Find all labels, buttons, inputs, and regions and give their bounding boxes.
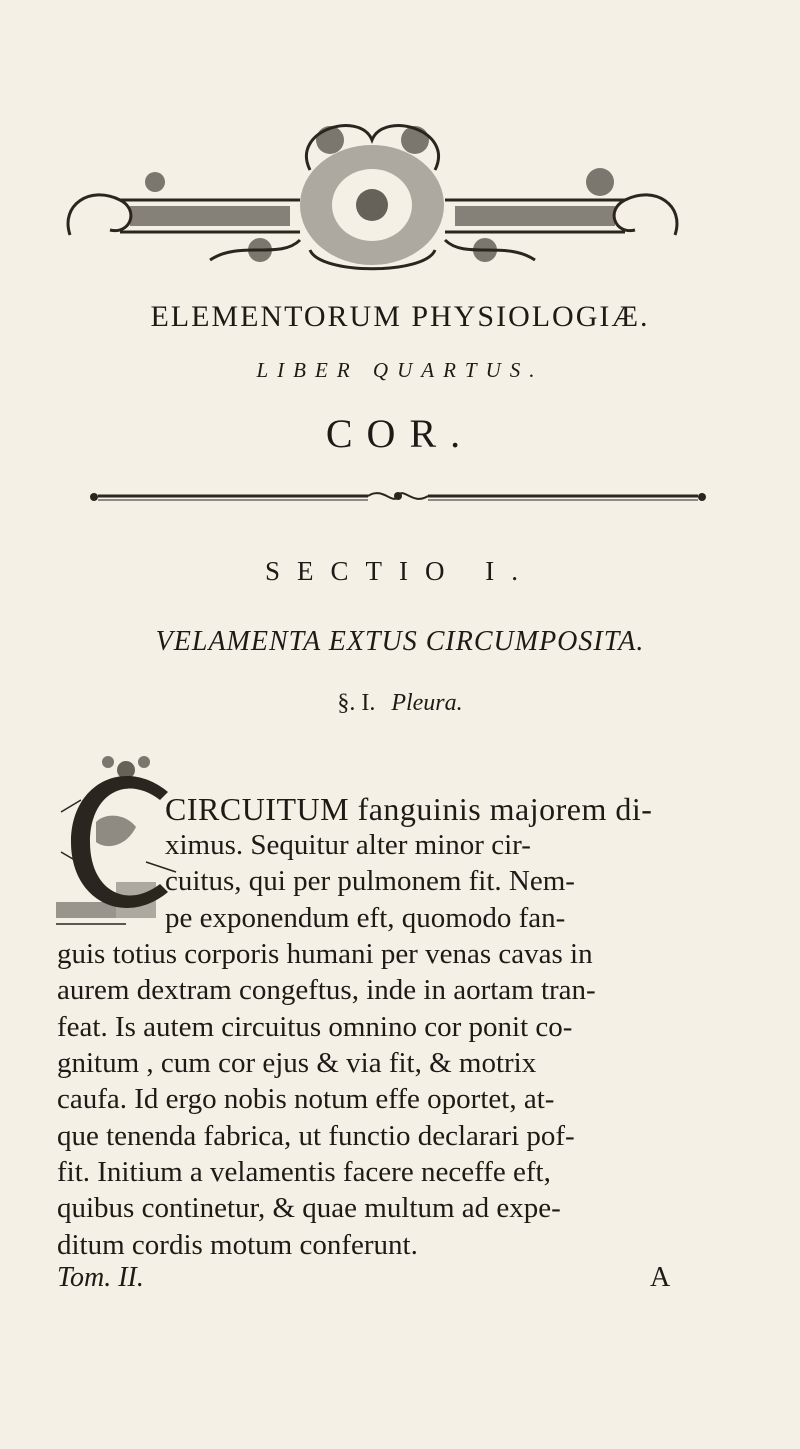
section-title: VELAMENTA EXTUS CIRCUMPOSITA. <box>155 626 645 657</box>
body-line: aurem dextram congeftus, inde in aortam tran- <box>57 974 596 1006</box>
body-line: ximus. Sequitur alter minor cir- <box>165 829 531 861</box>
liber-heading: LIBER QUARTUS. <box>256 358 544 382</box>
signature-mark: A <box>650 1262 671 1293</box>
body-line: ditum cordis motum conferunt. <box>57 1229 418 1261</box>
body-line: CIRCUITUM fanguinis majorem di- <box>165 791 653 827</box>
body-line: gnitum , cum cor ejus & via fit, & motrix <box>57 1047 537 1079</box>
body-line: caufa. Id ergo nobis notum effe oportet, at- <box>57 1083 555 1115</box>
ornamental-rule <box>88 486 708 506</box>
body-line: cuitus, qui per pulmonem fit. Nem- <box>165 865 575 897</box>
ornamental-headpiece <box>60 110 685 275</box>
section-symbol: §. <box>337 690 356 716</box>
section-heading: SECTIO I. <box>265 556 535 586</box>
paragraph-name: Pleura. <box>391 690 463 716</box>
body-line: que tenenda fabrica, ut functio declarari pof- <box>57 1120 575 1152</box>
subject-heading: COR. <box>325 411 475 456</box>
body-line: guis totius corporis humani per venas cavas in <box>57 938 593 970</box>
body-line: quibus continetur, & quae multum ad expe- <box>57 1192 561 1224</box>
body-line: pe exponendum eft, quomodo fan- <box>165 902 566 934</box>
paragraph-number: I. <box>361 690 376 716</box>
book-title: ELEMENTORUM PHYSIOLOGIÆ. <box>150 300 650 333</box>
volume-label: Tom. II. <box>57 1262 144 1293</box>
body-line: feat. Is autem circuitus omnino cor ponit co- <box>57 1011 573 1043</box>
paragraph-heading <box>0 690 800 717</box>
body-line: fit. Initium a velamentis facere neceffe eft, <box>57 1156 551 1188</box>
